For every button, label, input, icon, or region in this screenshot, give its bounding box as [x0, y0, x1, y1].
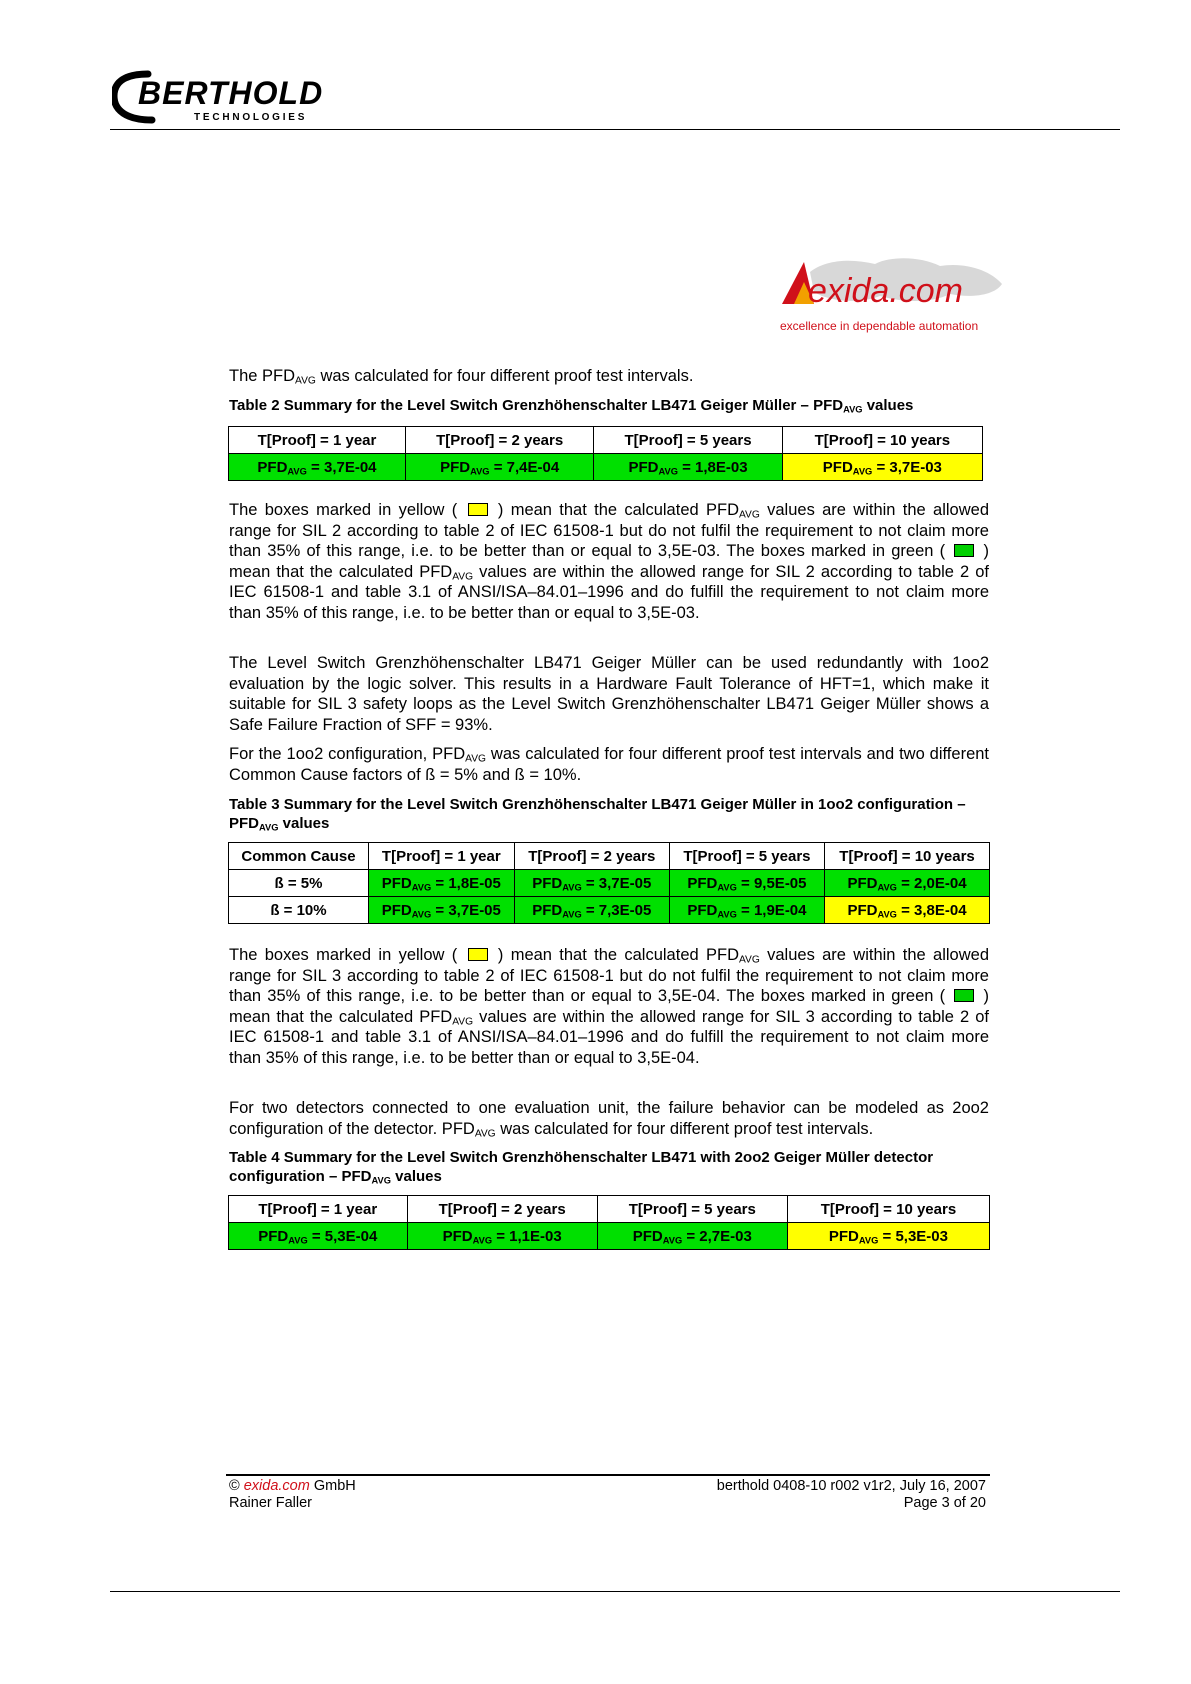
- table3-value-cell: $PFD_{AVG} = 9,5E-05$: [669, 870, 824, 897]
- table4-header-cell: T[Proof] = 1 year: [229, 1196, 408, 1223]
- table3-value-cell: $PFD_{AVG} = 3,7E-05$: [368, 897, 514, 924]
- table2-value-cell: $PFD_{AVG} = 3,7E-03$: [782, 454, 982, 481]
- intro-sentence: [229, 366, 989, 387]
- table4-value-row: [229, 1223, 990, 1250]
- header-rule: [110, 129, 1120, 130]
- green-legend-swatch: [954, 989, 974, 1002]
- intro-text: The PFD: [229, 367, 296, 385]
- table3-value-cell: $PFD_{AVG} = 2,0E-04$: [825, 870, 990, 897]
- brand-name: BERTHOLD: [138, 75, 324, 111]
- bottom-rule: [110, 1591, 1120, 1592]
- table2-caption: [229, 396, 989, 415]
- redundancy-paragraph: The Level Switch Grenzhöhenschalter LB471 Geiger Müller can be used redundantly with 1oo2 evaluation by the logic solver. This results in a Hardware Fault Tolerance of HFT=1, which make it suitable for SIL 3 safety loops as the Level Switch Grenzhöhenschalter LB471 Geiger Müller shows a Safe Failure Fraction of SFF = 93%.: [229, 654, 989, 734]
- yellow-legend-swatch: [468, 503, 488, 516]
- footer-left: [229, 1478, 356, 1512]
- table2-header-row: [229, 427, 983, 454]
- table4-value-cell: $PFD_{AVG} = 2,7E-03$: [597, 1223, 787, 1250]
- table2-header-cell: T[Proof] = 5 years: [594, 427, 782, 454]
- table3-caption: Table 3 Summary for the Level Switch Grenzhöhenschalter LB471 Geiger Müller in 1oo2 configuration – $PFD_{AVG}$ values: [229, 796, 966, 833]
- exida-tagline: excellence in dependable automation: [780, 319, 979, 333]
- sil3-legend-paragraph: The boxes marked in yellow ( ) mean that the calculated $PFD_{AVG}$ values are within the allowed range for SIL 3 according to table 2 of IEC 61508-1 but do not fulfil the requirement to not claim more than 35% of this range, i.e. to be better than or equal to 3,5E-04. The boxes marked in green ( ) mean that the calculated $PFD_{AVG}$ values are within the allowed range for SIL 3 according to table 2 of IEC 61508-1 and table 3.1 of ANSI/ISA–84.01–1996 and do fulfill the requirement to not claim more than 35% of this range, i.e. to be better than or equal to 3,5E-04.: [229, 946, 990, 1067]
- table4-value-cell: $PFD_{AVG} = 5,3E-03$: [787, 1223, 989, 1250]
- yellow-legend-swatch: [468, 948, 488, 961]
- table2-caption-sub: AVG: [843, 404, 863, 415]
- table3: [228, 842, 990, 924]
- table4-header-cell: T[Proof] = 5 years: [597, 1196, 787, 1223]
- table4-caption: Table 4 Summary for the Level Switch Grenzhöhenschalter LB471 with 2oo2 Geiger Müller detector configuration – $PFD_{AVG}$ values: [229, 1149, 934, 1186]
- table3-header-cell: Common Cause: [229, 843, 369, 870]
- table2: [228, 426, 983, 481]
- table4: [228, 1195, 990, 1250]
- table3-header-row: [229, 843, 990, 870]
- exida-logo: [780, 252, 1010, 342]
- table3-value-cell: $PFD_{AVG} = 7,3E-05$: [514, 897, 669, 924]
- table2-value-row: [229, 454, 983, 481]
- table3-header-cell: T[Proof] = 10 years: [825, 843, 990, 870]
- table2-caption-text: Table 2 Summary for the Level Switch Grenzhöhenschalter LB471 Geiger Müller – PFD: [229, 397, 844, 414]
- footer-page-number: Page 3 of 20: [903, 1495, 986, 1511]
- table3-row-label: ß = 10%: [229, 897, 369, 924]
- table2-header-cell: T[Proof] = 2 years: [405, 427, 593, 454]
- table4-value-cell: $PFD_{AVG} = 1,1E-03$: [407, 1223, 597, 1250]
- table3-row: [229, 870, 990, 897]
- table2-header-cell: T[Proof] = 10 years: [782, 427, 982, 454]
- brand-subtitle: T E C H N O L O G I E S: [194, 112, 305, 123]
- table2-value-cell: $PFD_{AVG} = 1,8E-03$: [594, 454, 782, 481]
- table3-value-cell: $PFD_{AVG} = 1,9E-04$: [669, 897, 824, 924]
- footer-right: [717, 1478, 986, 1512]
- table3-value-cell: $PFD_{AVG} = 3,8E-04$: [825, 897, 990, 924]
- intro-sub: AVG: [295, 375, 316, 387]
- table3-header-cell: T[Proof] = 2 years: [514, 843, 669, 870]
- footer-rule: [226, 1474, 990, 1476]
- footer-company: © exida.com GmbH: [229, 1478, 356, 1494]
- intro-text-end: was calculated for four different proof test intervals.: [315, 367, 694, 385]
- green-legend-swatch: [954, 544, 974, 557]
- table2-value-cell: $PFD_{AVG} = 3,7E-04$: [229, 454, 406, 481]
- sil2-legend-paragraph: The boxes marked in yellow ( ) mean that the calculated $PFD_{AVG}$ values are within the allowed range for SIL 2 according to table 2 of IEC 61508-1 but do not fulfil the requirement to not claim more than 35% of this range, i.e. to be better than or equal to 3,5E-03. The boxes marked in green ( ) mean that the calculated $PFD_{AVG}$ values are within the allowed range for SIL 2 according to table 2 of IEC 61508-1 and table 3.1 of ANSI/ISA–84.01–1996 and do fulfill the requirement to not claim more than 35% of this range, i.e. to be better than or equal to 3,5E-03.: [229, 501, 990, 622]
- table4-value-cell: $PFD_{AVG} = 5,3E-04$: [229, 1223, 408, 1250]
- table4-header-cell: T[Proof] = 10 years: [787, 1196, 989, 1223]
- table2-caption-end: values: [862, 397, 914, 414]
- exida-wordmark: exida.com: [808, 272, 963, 310]
- table3-row-label: ß = 5%: [229, 870, 369, 897]
- table3-value-cell: $PFD_{AVG} = 3,7E-05$: [514, 870, 669, 897]
- 1oo2-paragraph: For the 1oo2 configuration, $PFD_{AVG}$ was calculated for four different proof test intervals and two different Common Cause factors of ß = 5% and ß = 10%.: [229, 745, 990, 784]
- table4-header-row: [229, 1196, 990, 1223]
- footer-doc-ref: berthold 0408-10 r002 v1r2, July 16, 2007: [716, 1478, 986, 1494]
- footer-author: Rainer Faller: [229, 1495, 312, 1511]
- table3-value-cell: $PFD_{AVG} = 1,8E-05$: [368, 870, 514, 897]
- 2oo2-paragraph: For two detectors connected to one evaluation unit, the failure behavior can be modeled as 2oo2 configuration of the detector. $PFD_{AVG}$ was calculated for four different proof test intervals.: [229, 1099, 989, 1140]
- table3-row: [229, 897, 990, 924]
- berthold-logo: [112, 68, 402, 128]
- table2-value-cell: $PFD_{AVG} = 7,4E-04$: [405, 454, 593, 481]
- table3-header-cell: T[Proof] = 5 years: [669, 843, 824, 870]
- table2-header-cell: T[Proof] = 1 year: [229, 427, 406, 454]
- table4-header-cell: T[Proof] = 2 years: [407, 1196, 597, 1223]
- table3-header-cell: T[Proof] = 1 year: [368, 843, 514, 870]
